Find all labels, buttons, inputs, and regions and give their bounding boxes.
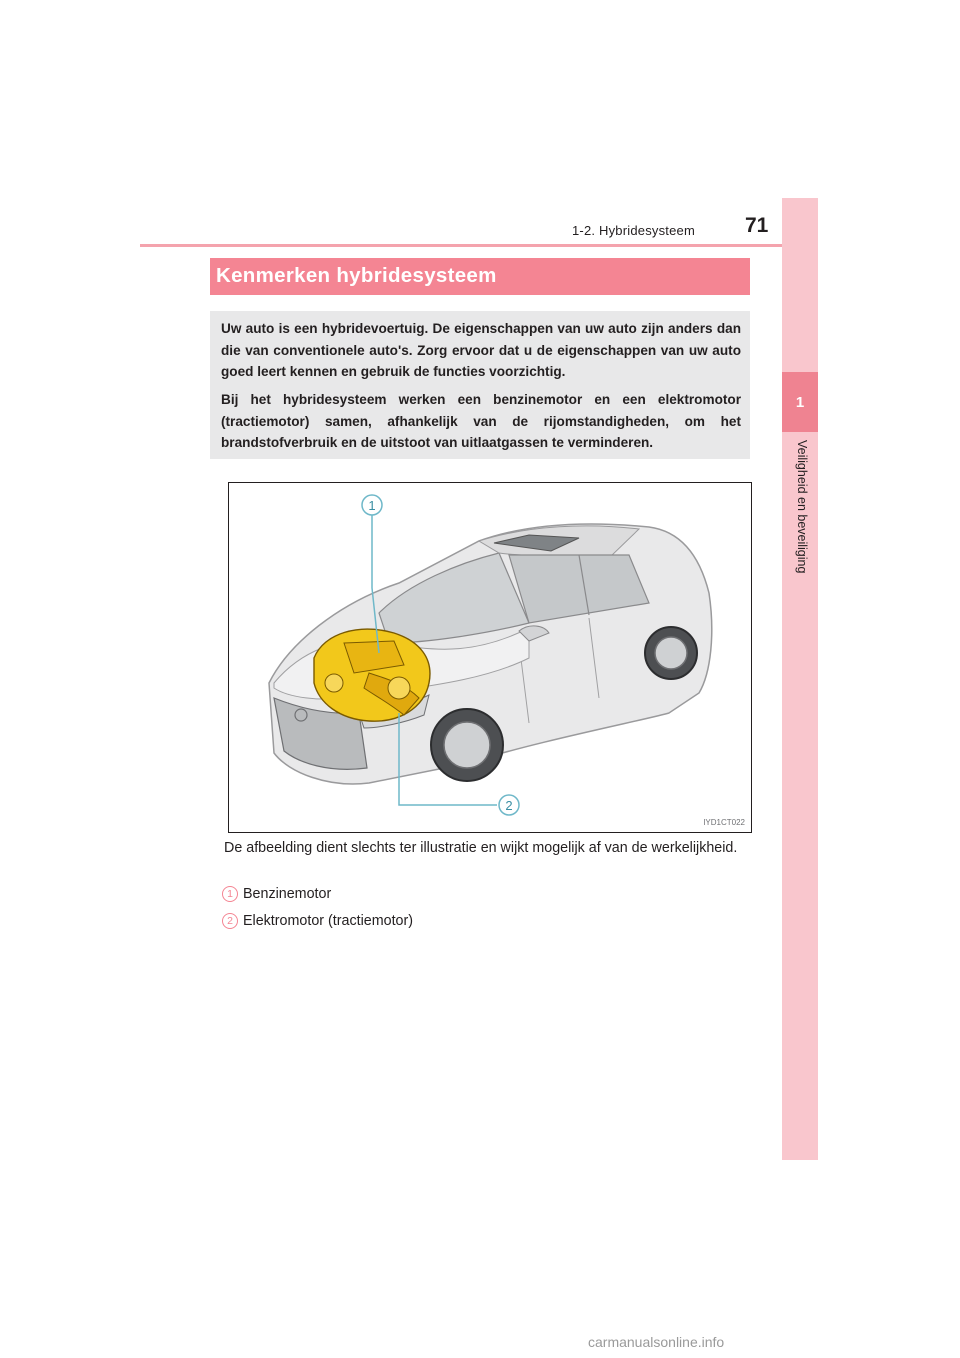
chapter-number-tab: 1 xyxy=(782,372,818,432)
callout-2-label: 2 xyxy=(505,798,513,813)
chapter-title-vertical: Veiligheid en beveiliging xyxy=(795,440,809,574)
chapter-side-tab xyxy=(782,198,818,1160)
car-drawing xyxy=(229,483,751,832)
legend-label-1: Benzinemotor xyxy=(243,886,332,902)
engine-block xyxy=(314,629,430,721)
hybrid-car-illustration xyxy=(228,482,752,833)
intro-paragraph-2: Bij het hybridesysteem werken een benzinemotor en een elektromotor (tractiemotor) samen, afhankelijk van de rijomstandigheden, om het brandstofverbruik en de uitstoot van uitlaatgassen te verminderen. xyxy=(221,392,741,450)
section-title: Kenmerken hybridesysteem xyxy=(216,264,497,287)
legend-number-1: 1 xyxy=(222,886,238,902)
intro-paragraph-1: Uw auto is een hybridevoertuig. De eigenschappen van uw auto zijn anders dan die van conventionele auto's. Zorg ervoor dat u de eigenschappen van uw auto goed leert kennen en gebruik de functies voorzichtig. xyxy=(221,321,741,379)
figure-caption: De afbeelding dient slechts ter illustratie en wijkt mogelijk af van de werkelijkheid. xyxy=(224,840,738,856)
watermark: carmanualsonline.info xyxy=(588,1334,725,1350)
legend-label-2: Elektromotor (tractiemotor) xyxy=(243,913,414,929)
callout-1-label: 1 xyxy=(368,498,376,513)
legend-item-2 xyxy=(222,911,413,931)
running-head: 1-2. Hybridesysteem xyxy=(572,223,696,238)
figure-code: IYD1CT022 xyxy=(703,818,745,827)
legend-number-2: 2 xyxy=(222,913,238,929)
legend-item-1 xyxy=(222,884,331,904)
page-number: 71 xyxy=(745,214,769,237)
header-rule xyxy=(140,244,818,247)
